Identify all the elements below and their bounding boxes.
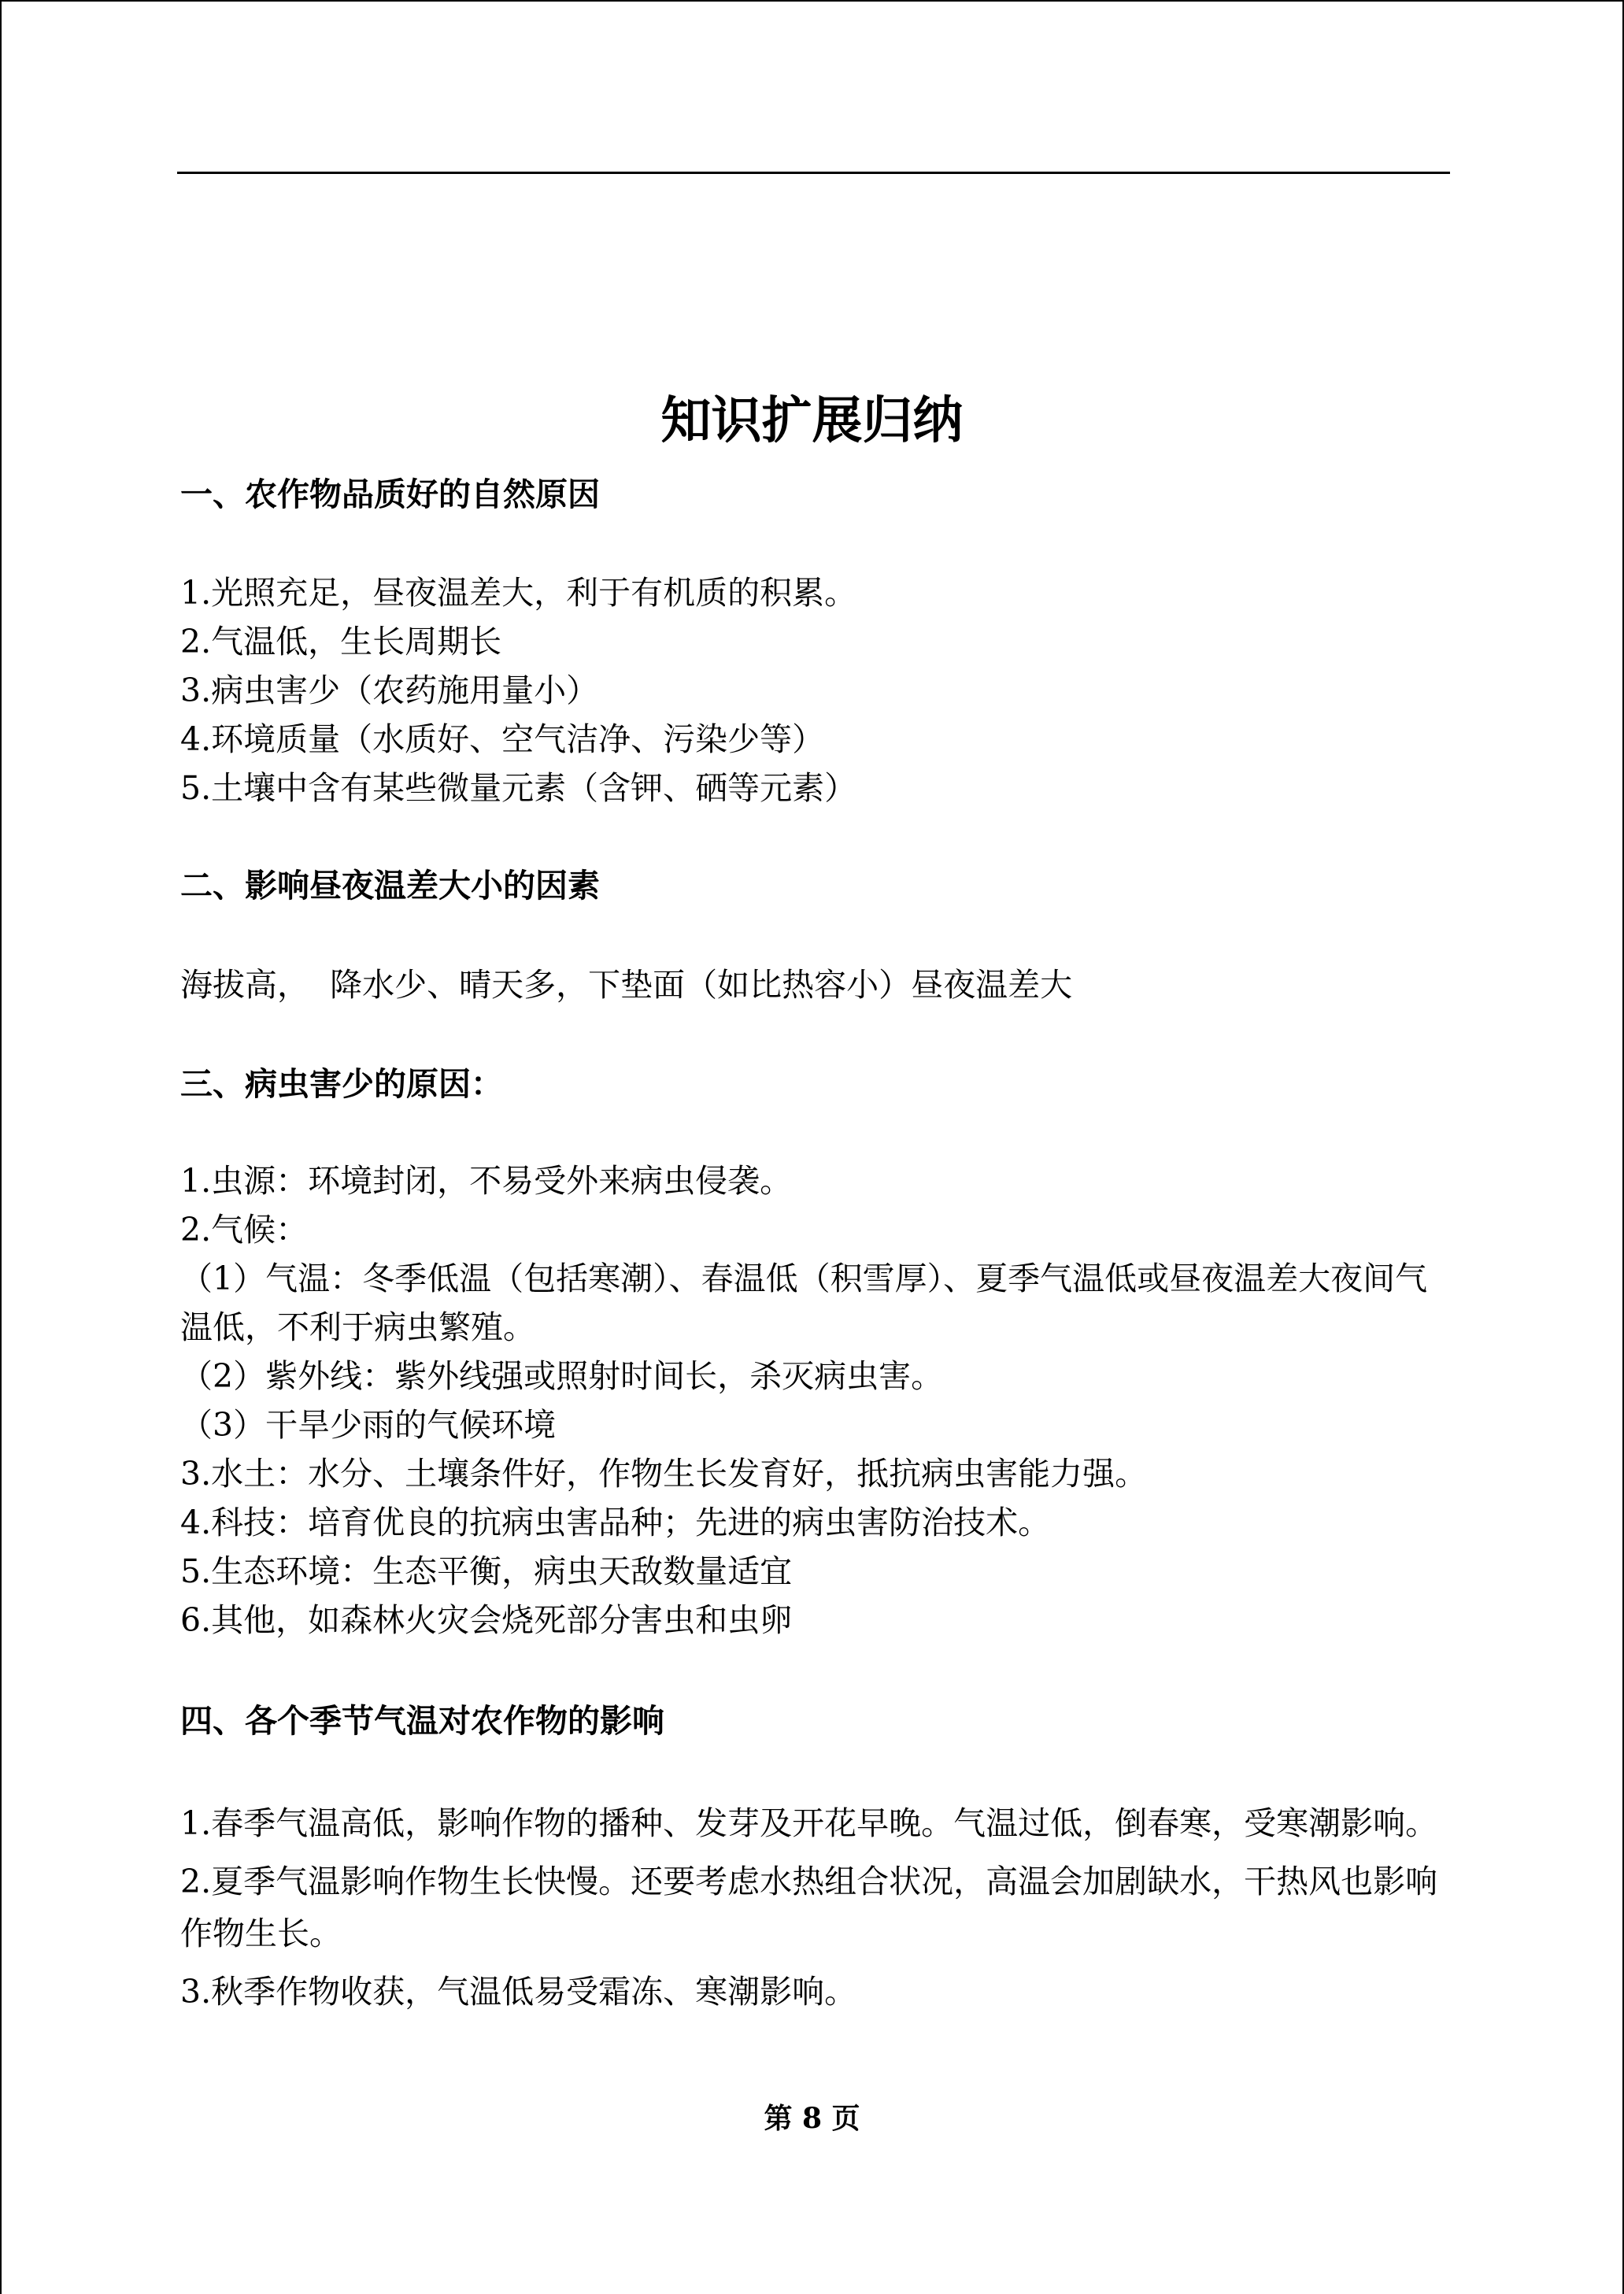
section-heading: 一、农作物品质好的自然原因	[180, 475, 600, 513]
list-item: 4.环境质量（水质好、空气洁净、污染少等）	[180, 720, 825, 758]
list-item: 3.病虫害少（农药施用量小）	[180, 672, 599, 709]
list-item: 2.气温低，生长周期长	[180, 623, 502, 660]
page-number: 第 8 页	[764, 2102, 860, 2135]
list-item: 1.虫源：环境封闭，不易受外来病虫侵袭。	[180, 1162, 793, 1200]
list-item: 5.生态环境：生态平衡，病虫天敌数量适宜	[180, 1552, 793, 1590]
list-item: 6.其他，如森林火灾会烧死部分害虫和虫卵	[180, 1601, 793, 1639]
section-list	[180, 1797, 1440, 2018]
list-item: 2.气候：	[180, 1211, 309, 1249]
section-heading: 三、病虫害少的原因：	[180, 1065, 503, 1103]
section-natural-reasons	[180, 470, 1440, 812]
section-seasonal-temperature-effects	[180, 1696, 1440, 2024]
section-pest-reasons	[180, 1060, 1440, 1645]
list-item: 1.光照充足，昼夜温差大，利于有机质的积累。	[180, 574, 857, 612]
section-heading: 四、各个季节气温对农作物的影响	[180, 1702, 664, 1740]
section-list	[180, 960, 1440, 1009]
list-item: 5.土壤中含有某些微量元素（含钾、硒等元素）	[180, 769, 857, 807]
section-heading: 二、影响昼夜温差大小的因素	[180, 867, 600, 905]
page-title: 知识扩展归纳	[660, 391, 964, 450]
list-item: （3）干旱少雨的气候环境	[180, 1406, 557, 1444]
section-list	[180, 1156, 1440, 1645]
section-temperature-range-factors	[180, 861, 1440, 1009]
list-item: （1）气温：冬季低温（包括寒潮）、春温低（积雪厚）、夏季气温低或昼夜温差大夜间气温低，不利于病虫繁殖。	[180, 1260, 1428, 1346]
list-item: 3.秋季作物收获，气温低易受霜冻、寒潮影响。	[180, 1973, 857, 2011]
header-rule	[177, 172, 1450, 174]
section-list	[180, 568, 1440, 812]
list-item: 3.水土：水分、土壤条件好，作物生长发育好，抵抗病虫害能力强。	[180, 1455, 1148, 1493]
list-item: 海拔高， 降水少、晴天多，下垫面（如比热容小）昼夜温差大	[180, 966, 1073, 1004]
list-item: 4.科技：培育优良的抗病虫害品种；先进的病虫害防治技术。	[180, 1504, 1051, 1541]
list-item: 1.春季气温高低，影响作物的播种、发芽及开花早晚。气温过低，倒春寒，受寒潮影响。	[180, 1804, 1438, 1842]
list-item: 2.夏季气温影响作物生长快慢。还要考虑水热组合状况，高温会加剧缺水，干热风也影响作物生长。	[180, 1863, 1438, 1952]
list-item: （2）紫外线：紫外线强或照射时间长，杀灭病虫害。	[180, 1357, 944, 1395]
